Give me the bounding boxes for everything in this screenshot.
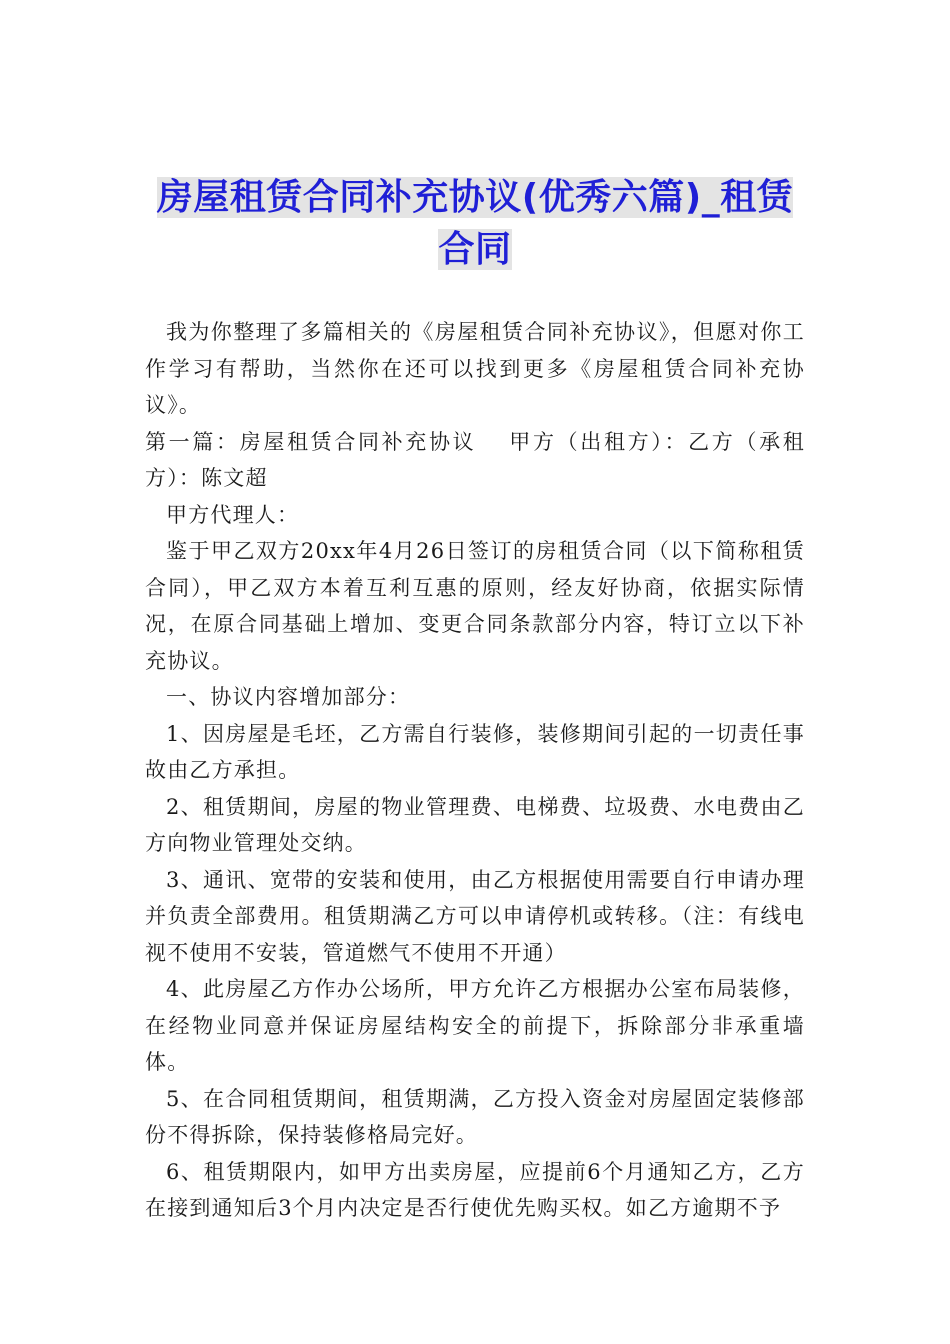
intro-paragraph: 我为你整理了多篇相关的《房屋租赁合同补充协议》，但愿对你工作学习有帮助，当然你在还可以找到更多《房屋租赁合同补充协议》。: [145, 320, 805, 417]
clause-item: 3、通讯、宽带的安装和使用，由乙方根据使用需要自行申请办理并负责全部费用。租赁期满乙方可以申请停机或转移。（注：有线电视不使用不安装，管道燃气不使用不开通）: [145, 867, 805, 965]
clause-heading: 一、协议内容增加部分：: [166, 685, 411, 709]
document-body: [145, 314, 805, 1227]
clause-item: 2、租赁期间，房屋的物业管理费、电梯费、垃圾费、水电费由乙方向物业管理处交纳。: [145, 794, 805, 855]
section-heading-paragraph: 第一篇：房屋租赁合同补充协议 甲方（出租方）：乙方（承租方）：陈文超: [145, 429, 805, 490]
title-block: [145, 172, 805, 276]
document-title: 房屋租赁合同补充协议(优秀六篇)_租赁合同: [156, 177, 794, 270]
clause-item: 5、在合同租赁期间，租赁期满，乙方投入资金对房屋固定装修部份不得拆除，保持装修格局完好。: [145, 1086, 805, 1147]
clause-item: 1、因房屋是毛坯，乙方需自行装修，装修期间引起的一切责任事故由乙方承担。: [145, 721, 805, 782]
clause-item: 6、租赁期限内，如甲方出卖房屋，应提前6个月通知乙方，乙方在接到通知后3个月内决定是否行使优先购买权。如乙方逾期不予: [145, 1159, 805, 1220]
clause-item: 4、此房屋乙方作办公场所，甲方允许乙方根据办公室布局装修，在经物业同意并保证房屋结构安全的前提下，拆除部分非承重墙体。: [145, 977, 805, 1074]
agent-paragraph: 甲方代理人：: [166, 502, 300, 527]
preamble-paragraph: 鉴于甲乙双方20xx年4月26日签订的房租赁合同（以下简称租赁合同），甲乙双方本着互利互惠的原则，经友好协商，依据实际情况，在原合同基础上增加、变更合同条款部分内容，特订立以下补充协议。: [145, 539, 805, 673]
